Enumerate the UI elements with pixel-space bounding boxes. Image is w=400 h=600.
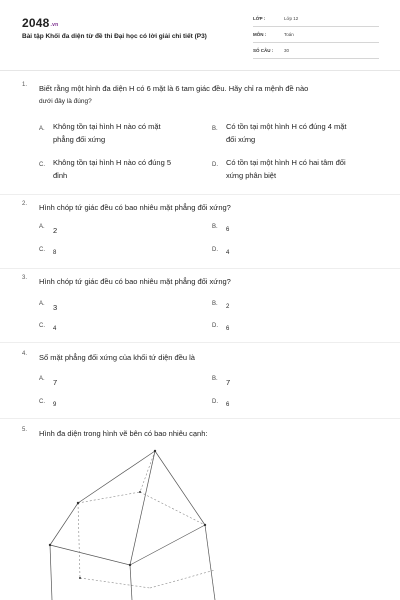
question-number: 3. — [22, 275, 28, 281]
meta-subject-row — [253, 30, 379, 43]
option-label: C. — [39, 162, 45, 168]
option-a[interactable] — [39, 120, 199, 148]
meta-class-row — [253, 14, 379, 27]
option-label: A. — [39, 301, 45, 307]
option-c[interactable] — [39, 156, 199, 184]
vertex-dot — [139, 491, 141, 493]
option-d[interactable] — [212, 399, 362, 412]
option-label: D. — [212, 323, 218, 329]
option-value: 4 — [226, 250, 230, 256]
option-text-line1: Không tồn tại hình H nào có đúng 5 — [53, 158, 172, 167]
question-text: Số mặt phẳng đối xứng của khối tứ diện đều là — [39, 353, 195, 362]
question-text: Hình đa diện trong hình vẽ bên có bao nhiêu cạnh: — [39, 429, 208, 438]
vertex-dot — [79, 577, 81, 579]
option-b[interactable] — [212, 301, 362, 314]
edge-line — [50, 545, 52, 600]
meta-subject-key: MÔN : — [253, 32, 267, 37]
question-text: Hình chóp tứ giác đều có bao nhiêu mặt phẳng đối xứng? — [39, 277, 231, 286]
option-text-line2: đối xứng — [226, 135, 256, 144]
option-a[interactable] — [39, 376, 189, 389]
option-label: D. — [212, 399, 218, 405]
option-text — [53, 120, 161, 146]
option-c[interactable] — [39, 247, 189, 260]
option-b[interactable] — [212, 224, 362, 237]
option-d[interactable] — [212, 156, 382, 184]
header-divider — [0, 70, 400, 71]
option-value: 2 — [53, 226, 58, 235]
edge-line — [78, 451, 155, 503]
question-text: Hình chóp tứ giác đều có bao nhiêu mặt phẳng đối xứng? — [39, 203, 231, 212]
edge-line — [130, 565, 132, 600]
option-b[interactable] — [212, 376, 362, 389]
option-d[interactable] — [212, 323, 362, 336]
option-label: A. — [39, 376, 45, 382]
option-text — [226, 156, 346, 182]
question-text — [39, 82, 379, 108]
hidden-edge-line — [150, 570, 215, 588]
option-c[interactable] — [39, 323, 189, 336]
option-c[interactable] — [39, 399, 189, 412]
option-a[interactable] — [39, 301, 189, 314]
logo-main-text: 2048 — [22, 16, 50, 30]
vertex-dot — [204, 524, 206, 526]
question-number: 5. — [22, 427, 28, 433]
option-value: 2 — [226, 304, 230, 310]
meta-class-key: LỚP : — [253, 16, 266, 21]
option-label: A. — [39, 126, 45, 132]
meta-count-key: SỐ CÂU : — [253, 48, 274, 53]
edge-line — [205, 525, 215, 600]
option-label: C. — [39, 323, 45, 329]
option-label: D. — [212, 162, 218, 168]
site-logo[interactable] — [22, 16, 58, 30]
meta-count-value: 30 — [284, 48, 290, 53]
question-number: 2. — [22, 201, 28, 207]
question-divider — [0, 418, 400, 419]
option-label: B. — [212, 126, 218, 132]
option-b[interactable] — [212, 120, 382, 148]
edge-line — [50, 503, 78, 545]
document-title: Bài tập Khối đa diện từ đề thi Đại học có lời giải chi tiết (P3) — [22, 33, 207, 40]
option-text — [226, 120, 346, 146]
vertex-dot — [129, 564, 131, 566]
logo-suffix: .vn — [50, 22, 59, 28]
option-text-line1: Có tồn tại một hình H có đúng 4 mặt — [226, 122, 347, 131]
hidden-edge-line — [140, 492, 205, 525]
option-label: D. — [212, 247, 218, 253]
edge-line — [130, 451, 155, 565]
option-text-line2: xứng phân biệt — [226, 171, 277, 180]
edge-line — [50, 545, 130, 565]
hidden-edge-line — [78, 492, 140, 503]
option-a[interactable] — [39, 224, 189, 237]
option-text-line1: Không tồn tại hình H nào có mặt — [53, 122, 161, 131]
option-label: C. — [39, 399, 45, 405]
question-divider — [0, 268, 400, 269]
vertex-dot — [49, 544, 51, 546]
meta-class-value: Lớp 12 — [284, 16, 299, 21]
option-value: 6 — [226, 227, 230, 233]
option-label: A. — [39, 224, 45, 230]
option-value: 7 — [53, 378, 58, 387]
option-label: B. — [212, 224, 218, 230]
option-text-line1: Có tồn tại một hình H có hai tâm đối — [226, 158, 346, 167]
option-text — [53, 156, 171, 182]
hidden-edge-line — [80, 578, 150, 588]
option-value: 7 — [226, 378, 231, 387]
question-text-line2: dưới đây là đúng? — [39, 98, 92, 105]
hidden-edge-line — [78, 503, 80, 578]
option-label: B. — [212, 301, 218, 307]
meta-subject-value: Toán — [284, 32, 294, 37]
option-value: 3 — [53, 303, 58, 312]
option-text-line2: phẳng đối xứng — [53, 135, 106, 144]
option-value: 6 — [226, 402, 230, 408]
meta-count-row — [253, 46, 379, 59]
edge-line — [130, 525, 205, 565]
option-value: 4 — [53, 326, 57, 332]
option-value: 6 — [226, 326, 230, 332]
option-value: 8 — [53, 250, 57, 256]
question-text-line1: Biết rằng một hình đa diện H có 6 mặt là 6 tam giác đều. Hãy chỉ ra mệnh đề nào — [39, 84, 309, 93]
option-value: 9 — [53, 402, 57, 408]
question-number: 4. — [22, 351, 28, 357]
polyhedron-figure — [40, 440, 240, 600]
edge-line — [155, 451, 205, 525]
question-divider — [0, 342, 400, 343]
page-header — [0, 0, 400, 66]
option-text-line2: đỉnh — [53, 171, 68, 180]
question-divider — [0, 194, 400, 195]
option-label: B. — [212, 376, 218, 382]
vertex-dot — [154, 450, 156, 452]
option-label: C. — [39, 247, 45, 253]
question-number: 1. — [22, 82, 28, 88]
option-d[interactable] — [212, 247, 362, 260]
vertex-dot — [77, 502, 79, 504]
